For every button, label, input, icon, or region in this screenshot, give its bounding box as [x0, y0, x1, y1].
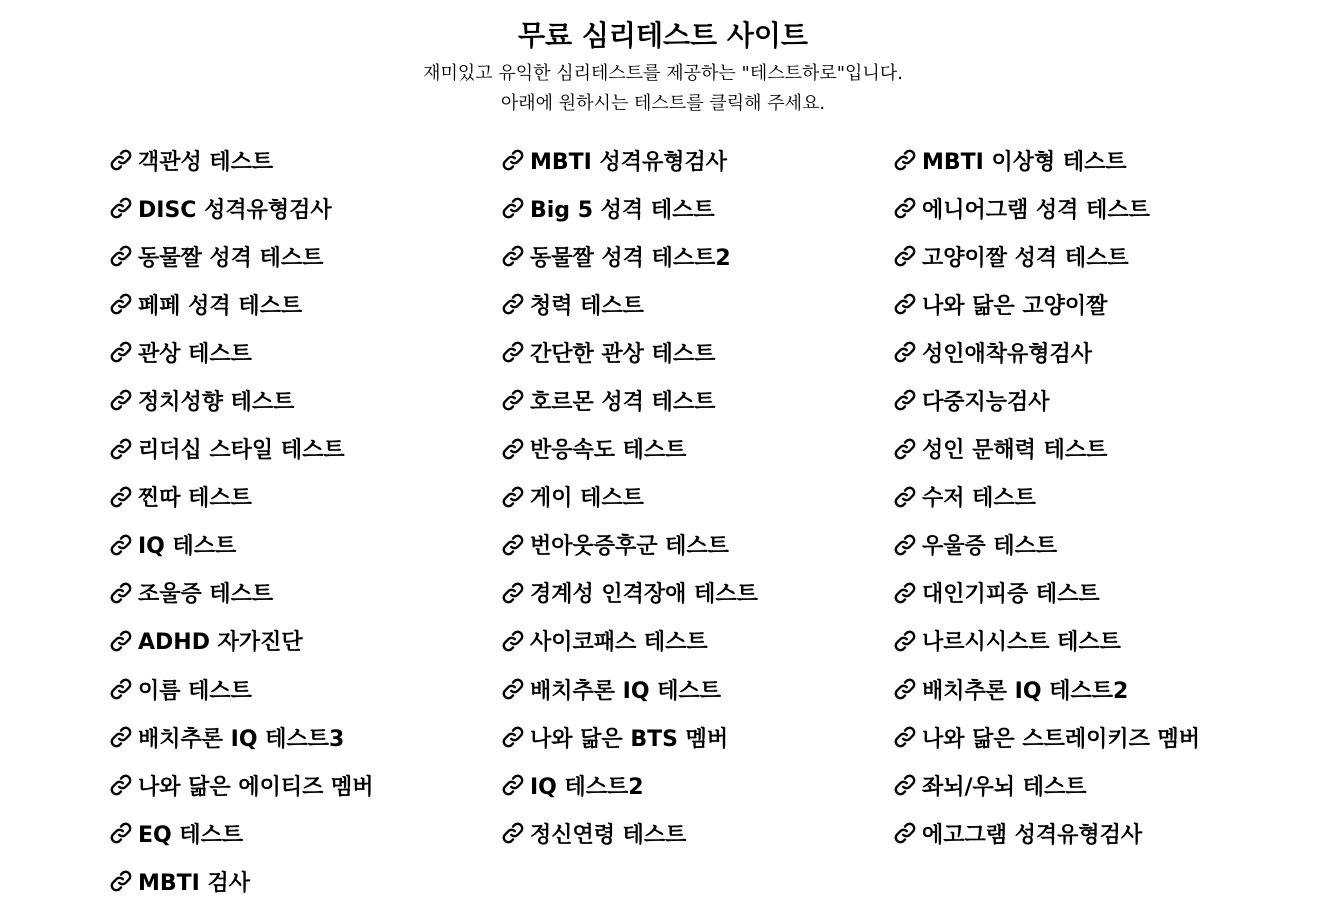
test-link-label: 정신연령 테스트 — [530, 822, 687, 848]
link-icon — [894, 293, 916, 315]
test-link[interactable] — [110, 328, 502, 376]
link-icon — [894, 822, 916, 844]
link-icon — [502, 438, 524, 460]
link-icon — [110, 726, 132, 748]
test-link-label: EQ 테스트 — [138, 822, 244, 848]
test-link[interactable] — [110, 665, 502, 713]
test-link[interactable] — [110, 857, 502, 905]
test-link-label: 반응속도 테스트 — [530, 438, 687, 464]
test-link-label: 성인 문해력 테스트 — [922, 438, 1108, 464]
link-icon — [110, 197, 132, 219]
link-icon — [502, 630, 524, 652]
link-icon — [894, 149, 916, 171]
link-icon — [110, 774, 132, 796]
test-link-label: 경계성 인격장애 테스트 — [530, 582, 758, 608]
test-link-label: 성인애착유형검사 — [922, 341, 1093, 367]
link-icon — [502, 582, 524, 604]
test-link-label: 나르시시스트 테스트 — [922, 630, 1121, 656]
test-link-label: 이름 테스트 — [138, 678, 252, 704]
test-link[interactable] — [502, 328, 894, 376]
link-icon — [502, 197, 524, 219]
test-link-label: 에고그램 성격유형검사 — [922, 822, 1143, 848]
test-link[interactable] — [502, 376, 894, 424]
test-link-label: 번아웃증후군 테스트 — [530, 534, 729, 560]
test-link-label: 다중지능검사 — [922, 389, 1050, 415]
link-icon — [894, 341, 916, 363]
test-link-label: 관상 테스트 — [138, 341, 252, 367]
test-link[interactable] — [894, 521, 1294, 569]
link-icon — [110, 245, 132, 267]
test-link[interactable] — [110, 136, 502, 184]
test-link-label: 청력 테스트 — [530, 293, 644, 319]
link-icon — [894, 197, 916, 219]
test-link[interactable] — [894, 809, 1294, 857]
test-link-label: 객관성 테스트 — [138, 149, 274, 175]
test-link[interactable] — [502, 473, 894, 521]
link-icon — [502, 149, 524, 171]
page-description-line-2: 아래에 원하시는 테스트를 클릭해 주세요. — [500, 93, 826, 114]
test-link-label: 수저 테스트 — [922, 486, 1036, 512]
test-link[interactable] — [502, 569, 894, 617]
test-link[interactable] — [110, 521, 502, 569]
link-icon — [502, 293, 524, 315]
link-icon — [110, 870, 132, 892]
test-link[interactable] — [110, 232, 502, 280]
test-link-label: ADHD 자가진단 — [138, 630, 303, 656]
test-link[interactable] — [502, 280, 894, 328]
link-icon — [894, 774, 916, 796]
link-icon — [110, 149, 132, 171]
test-link[interactable] — [502, 425, 894, 473]
test-link-label: 배치추론 IQ 테스트2 — [922, 678, 1129, 704]
test-link[interactable] — [894, 569, 1294, 617]
test-link-label: 조울증 테스트 — [138, 582, 274, 608]
test-link-label: 동물짤 성격 테스트 — [138, 245, 324, 271]
link-icon — [110, 630, 132, 652]
test-link-list — [110, 136, 1310, 906]
test-link[interactable] — [110, 809, 502, 857]
test-link-label: 고양이짤 성격 테스트 — [922, 245, 1129, 271]
test-link-label: 호르몬 성격 테스트 — [530, 389, 716, 415]
test-link[interactable] — [894, 473, 1294, 521]
test-link-label: MBTI 검사 — [138, 870, 251, 896]
test-link[interactable] — [110, 280, 502, 328]
page-title: 무료 심리테스트 사이트 — [518, 19, 808, 52]
test-link-label: Big 5 성격 테스트 — [530, 197, 715, 223]
test-link-label: 대인기피증 테스트 — [922, 582, 1100, 608]
test-link[interactable] — [894, 617, 1294, 665]
test-link[interactable] — [110, 713, 502, 761]
test-link-label: 동물짤 성격 테스트2 — [530, 245, 731, 271]
link-icon — [110, 486, 132, 508]
test-link[interactable] — [502, 232, 894, 280]
test-link[interactable] — [894, 713, 1294, 761]
link-icon — [894, 389, 916, 411]
test-link[interactable] — [502, 809, 894, 857]
link-icon — [110, 341, 132, 363]
link-icon — [110, 293, 132, 315]
link-icon — [894, 438, 916, 460]
test-link[interactable] — [110, 184, 502, 232]
test-link-label: 배치추론 IQ 테스트 — [530, 678, 721, 704]
test-link-label: 나와 닮은 스트레이키즈 멤버 — [922, 726, 1201, 752]
link-icon — [110, 582, 132, 604]
test-link-label: DISC 성격유형검사 — [138, 197, 332, 223]
link-icon — [894, 486, 916, 508]
test-link-label: 배치추론 IQ 테스트3 — [138, 726, 345, 752]
link-icon — [502, 678, 524, 700]
link-icon — [894, 534, 916, 556]
test-link[interactable] — [894, 136, 1294, 184]
test-link[interactable] — [894, 328, 1294, 376]
test-link-label: 사이코패스 테스트 — [530, 630, 708, 656]
test-link-label: 나와 닮은 BTS 멤버 — [530, 726, 729, 752]
test-link-label: MBTI 이상형 테스트 — [922, 149, 1127, 175]
test-link-label: 리더십 스타일 테스트 — [138, 438, 345, 464]
test-link-label: 페페 성격 테스트 — [138, 293, 303, 319]
test-link-label: 나와 닮은 고양이짤 — [922, 293, 1108, 319]
test-link-label: 에니어그램 성격 테스트 — [922, 197, 1150, 223]
test-link-label: 찐따 테스트 — [138, 486, 252, 512]
test-link[interactable] — [110, 376, 502, 424]
test-link-label: 간단한 관상 테스트 — [530, 341, 716, 367]
test-link[interactable] — [894, 761, 1294, 809]
test-link-label: 게이 테스트 — [530, 486, 644, 512]
test-link[interactable] — [502, 184, 894, 232]
link-icon — [502, 486, 524, 508]
link-icon — [894, 630, 916, 652]
test-link[interactable] — [502, 521, 894, 569]
test-link[interactable] — [502, 713, 894, 761]
test-link-label: 정치성향 테스트 — [138, 389, 295, 415]
test-link-label: IQ 테스트 — [138, 534, 237, 560]
test-link[interactable] — [502, 617, 894, 665]
test-link[interactable] — [502, 761, 894, 809]
test-link[interactable] — [894, 665, 1294, 713]
test-link-label: 좌뇌/우뇌 테스트 — [922, 774, 1087, 800]
link-icon — [110, 678, 132, 700]
test-link-label: 나와 닮은 에이티즈 멤버 — [138, 774, 374, 800]
test-link-label: MBTI 성격유형검사 — [530, 149, 728, 175]
test-link[interactable] — [110, 569, 502, 617]
link-icon — [502, 534, 524, 556]
test-link[interactable] — [110, 425, 502, 473]
link-icon — [894, 678, 916, 700]
link-icon — [502, 774, 524, 796]
link-icon — [894, 582, 916, 604]
test-link[interactable] — [894, 232, 1294, 280]
test-link[interactable] — [110, 617, 502, 665]
page-description-line-1: 재미있고 유익한 심리테스트를 제공하는 "테스트하로"입니다. — [423, 63, 903, 84]
test-link-label: IQ 테스트2 — [530, 774, 644, 800]
link-icon — [502, 341, 524, 363]
link-icon — [502, 822, 524, 844]
link-icon — [502, 245, 524, 267]
link-icon — [110, 389, 132, 411]
test-link[interactable] — [894, 184, 1294, 232]
test-link-label: 우울증 테스트 — [922, 534, 1058, 560]
link-icon — [502, 726, 524, 748]
link-icon — [894, 726, 916, 748]
link-icon — [110, 438, 132, 460]
test-link[interactable] — [894, 376, 1294, 424]
test-link[interactable] — [894, 425, 1294, 473]
link-icon — [894, 245, 916, 267]
link-icon — [502, 389, 524, 411]
test-link[interactable] — [502, 665, 894, 713]
test-link[interactable] — [110, 761, 502, 809]
test-link[interactable] — [894, 280, 1294, 328]
test-link[interactable] — [502, 136, 894, 184]
link-icon — [110, 534, 132, 556]
test-link[interactable] — [110, 473, 502, 521]
link-icon — [110, 822, 132, 844]
